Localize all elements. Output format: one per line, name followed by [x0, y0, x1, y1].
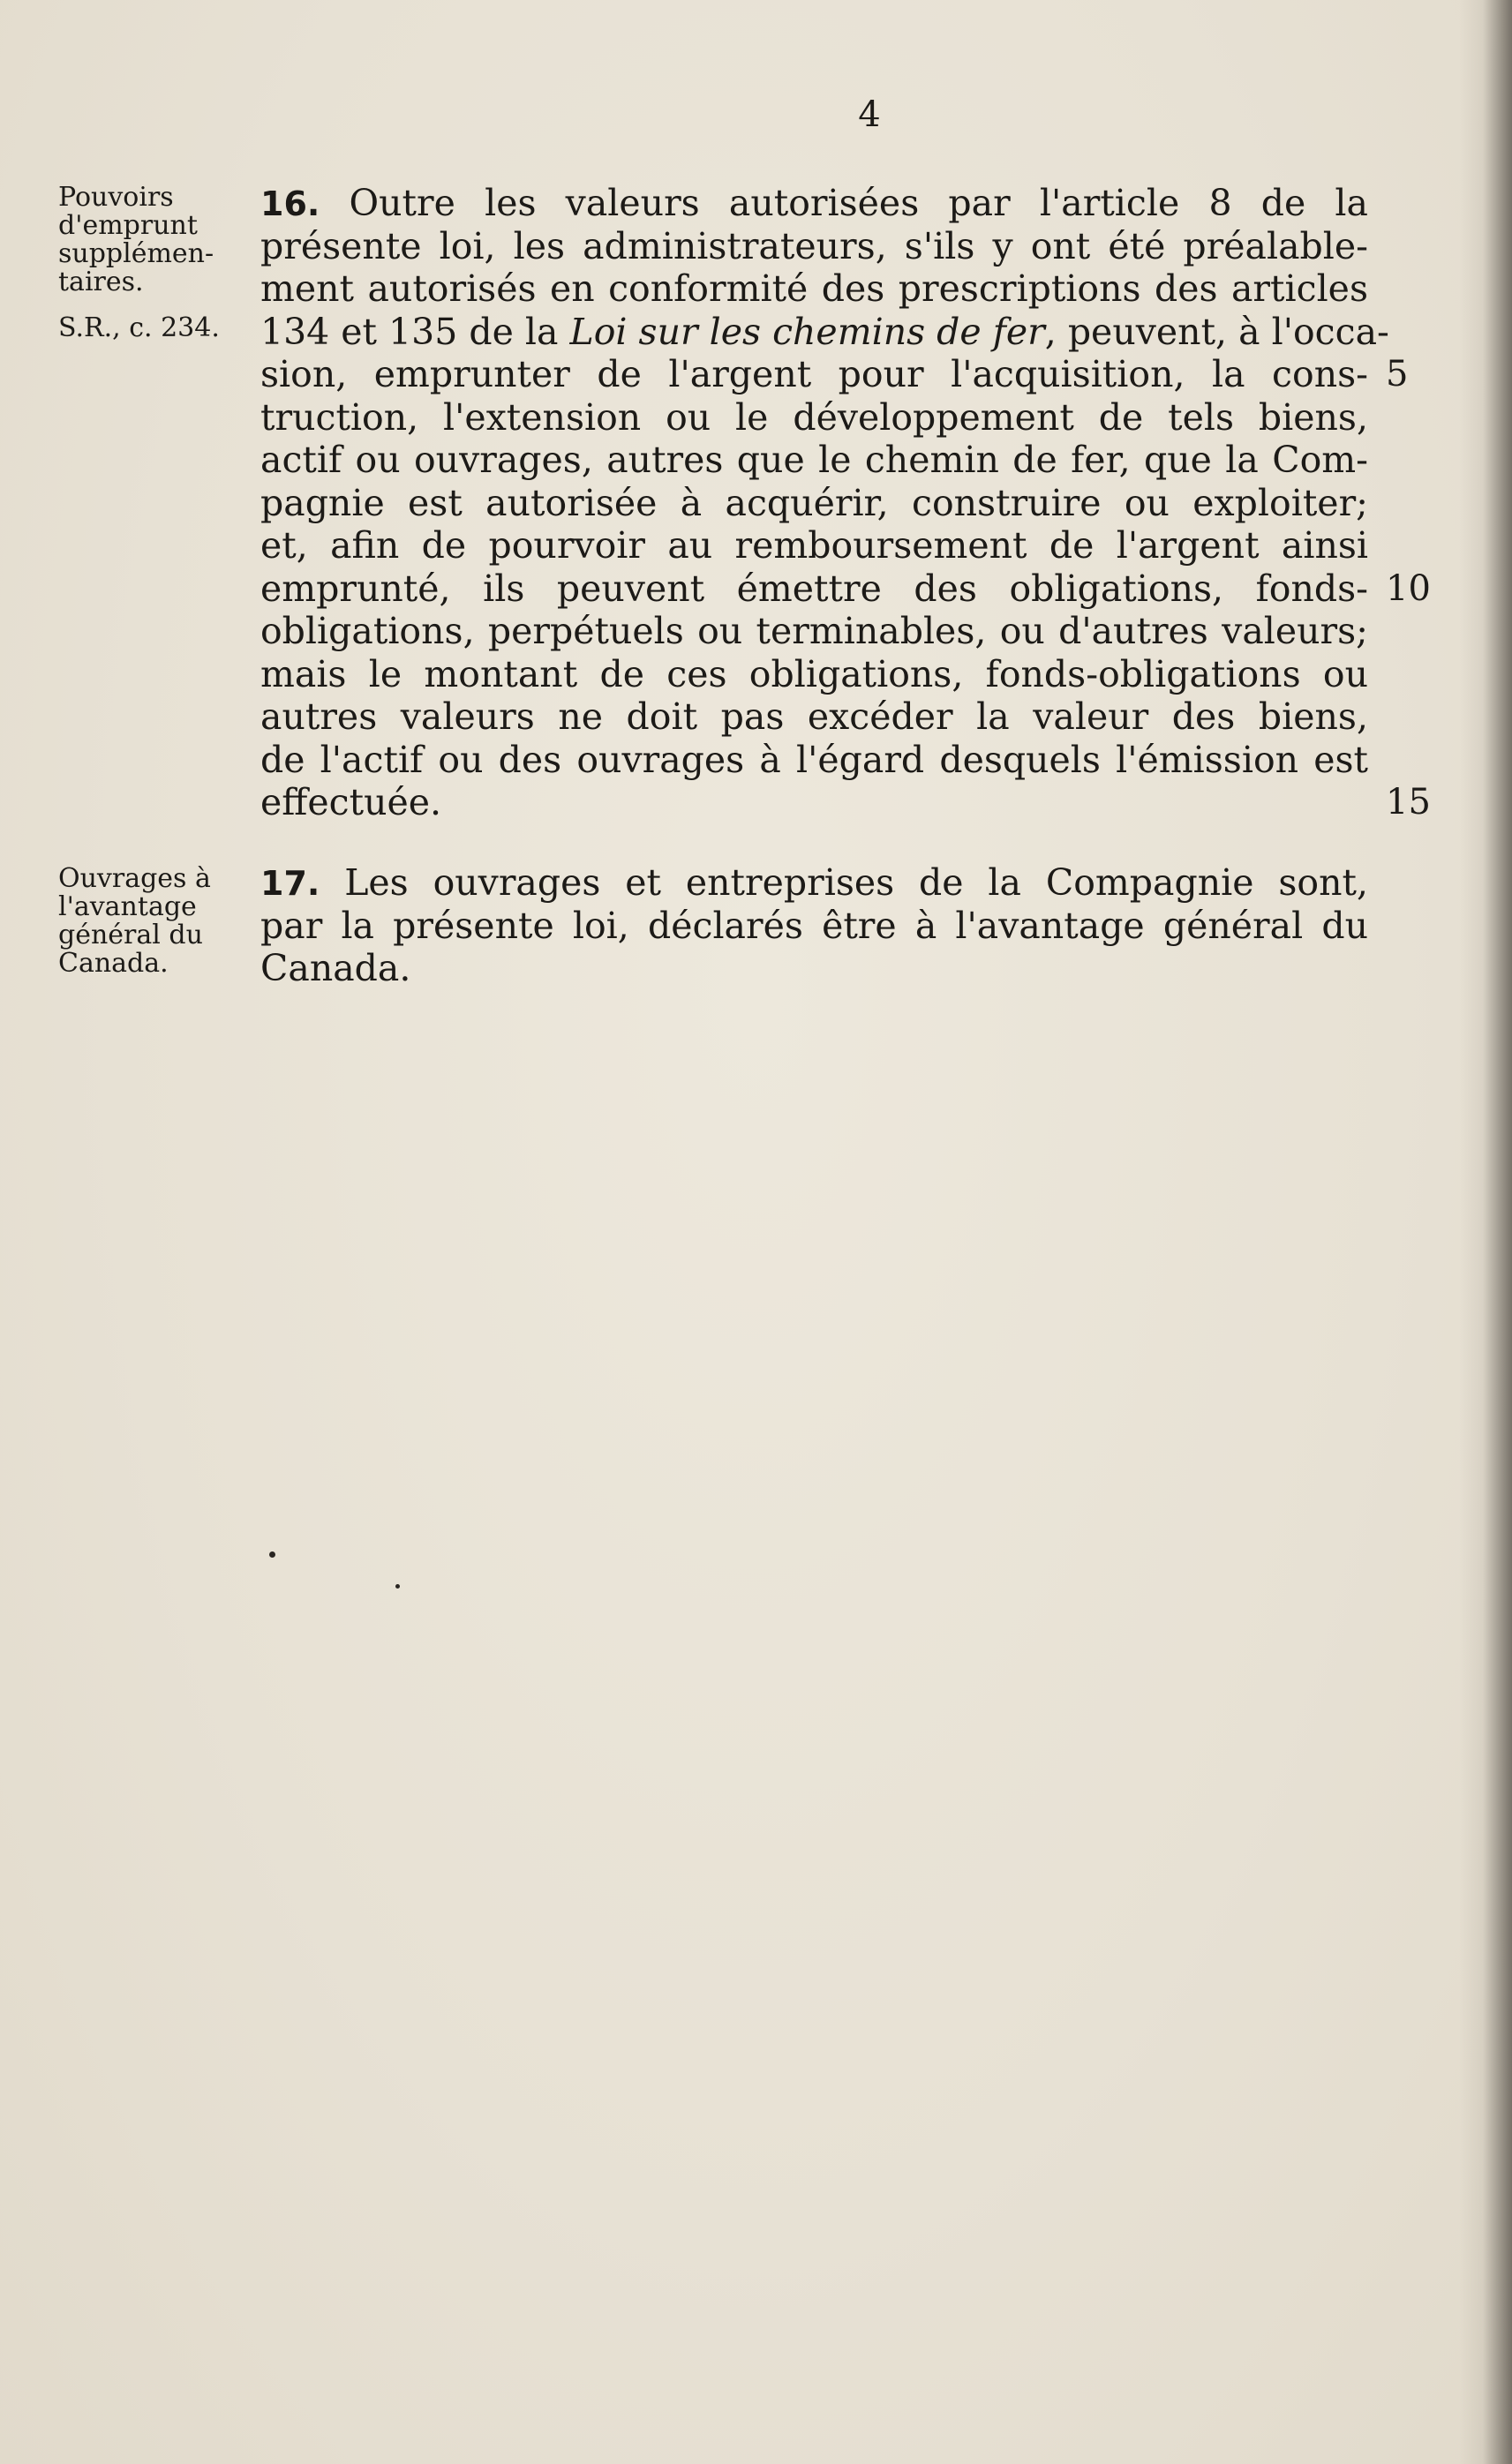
- text-line: par la présente loi, déclarés être à l'avantage général du: [260, 904, 1368, 947]
- text-line: actif ou ouvrages, autres que le chemin de fer, que la Com-: [260, 439, 1368, 481]
- page-number: 4: [858, 94, 881, 135]
- page-edge-shadow: [1459, 0, 1512, 2464]
- article-16: [260, 182, 1389, 824]
- text-line: de l'actif ou des ouvrages à l'égard desquels l'émission est: [260, 738, 1368, 781]
- text-line: truction, l'extension ou le développement de tels biens,: [260, 395, 1368, 439]
- text-line: mais le montant de ces obligations, fonds-obligations ou: [260, 652, 1368, 695]
- text-line: 16. Outre les valeurs autorisées par l'article 8 de la: [260, 182, 1368, 224]
- margin-note-line: Ouvrages à: [58, 863, 211, 894]
- margin-note-line: Pouvoirs: [58, 182, 174, 213]
- statute-title: Loi sur les chemins de fer: [569, 310, 1045, 353]
- text-line: obligations, perpétuels ou terminables, ou d'autres valeurs;: [260, 610, 1368, 652]
- article-17: [260, 861, 1368, 990]
- margin-note-borrowing-powers: [58, 184, 235, 297]
- text-line: emprunté, ils peuvent émettre des obligations, fonds-: [260, 567, 1368, 610]
- line-number-15: 15: [1386, 782, 1431, 823]
- line-number-10: 10: [1386, 568, 1431, 609]
- text-line: effectuée.: [260, 781, 442, 823]
- text-line: et, afin de pourvoir au remboursement de l'argent ainsi: [260, 524, 1368, 567]
- text-line: 134 et 135 de la Loi sur les chemins de fer, peuvent, à l'occa-: [260, 310, 1389, 353]
- margin-note-line: général du: [58, 920, 203, 950]
- margin-note-general-advantage: [58, 865, 235, 978]
- text-line: présente loi, les administrateurs, s'ils y ont été préalable-: [260, 224, 1368, 267]
- text-line: 17. Les ouvrages et entreprises de la Compagnie sont,: [260, 861, 1368, 904]
- margin-note-line: d'emprunt: [58, 210, 198, 241]
- article-number: 17.: [260, 864, 320, 903]
- article-number: 16.: [260, 184, 320, 223]
- margin-note-line: S.R., c. 234.: [58, 312, 220, 343]
- text-line: sion, emprunter de l'argent pour l'acquisition, la cons-: [260, 353, 1368, 395]
- text-line: ment autorisés en conformité des prescriptions des articles: [260, 267, 1368, 310]
- text-line: Canada.: [260, 947, 411, 989]
- margin-note-line: supplémen-: [58, 238, 214, 269]
- line-number-5: 5: [1386, 354, 1409, 394]
- margin-note-line: taires.: [58, 267, 144, 297]
- margin-note-line: Canada.: [58, 948, 169, 979]
- margin-note-line: l'avantage: [58, 891, 197, 922]
- text-line: pagnie est autorisée à acquérir, construire ou exploiter;: [260, 481, 1368, 524]
- text-line: autres valeurs ne doit pas excéder la valeur des biens,: [260, 695, 1368, 738]
- margin-note-statute-reference: [58, 314, 235, 342]
- paper-speck: [395, 1584, 400, 1589]
- paper-speck: [269, 1551, 275, 1558]
